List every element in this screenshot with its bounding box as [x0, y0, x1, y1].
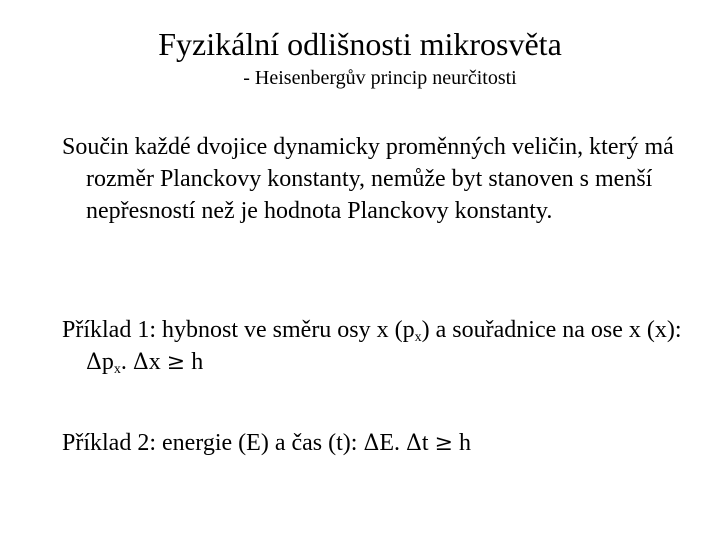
example-1-subscript-x-2: x [113, 362, 121, 377]
example-1-text-f: h [185, 349, 204, 375]
geq-symbol: ≥ [434, 431, 454, 456]
example-2-text-a: Příklad 2: energie (E) a čas (t): [62, 430, 364, 456]
example-1-text-b: ) a souřadnice na ose x (x): [421, 317, 682, 343]
title-block [0, 22, 720, 90]
delta-symbol: Δ [132, 350, 149, 375]
example-1-text-d: . [120, 349, 133, 375]
example-1-subscript-x: x [414, 330, 422, 345]
example-2-text-d: h [453, 430, 472, 456]
example-1-text-e: x [148, 349, 167, 375]
paragraph-definition: Součin každé dvojice dynamicky proměnných veličin, který má rozměr Planckovy konstanty, nemůže byt stanoven s menší nepřesností než je hodnota Planckovy konstanty. [62, 134, 674, 224]
example-1 [62, 314, 720, 379]
example-1-text-c: p [101, 349, 114, 375]
example-2-text-b: E. [379, 430, 407, 456]
example-1-text-a: Příklad 1: hybnost ve směru osy x (p [62, 317, 415, 343]
delta-symbol: Δ [363, 431, 380, 456]
geq-symbol: ≥ [166, 350, 186, 375]
slide-title: Fyzikální odlišnosti mikrosvěta [158, 26, 562, 62]
delta-symbol: Δ [406, 431, 422, 456]
example-2 [62, 427, 720, 460]
slide-subtitle: - Heisenbergův princip neurčitosti [243, 67, 517, 89]
delta-symbol: Δ [86, 350, 102, 375]
example-2-text-c: t [421, 430, 435, 456]
